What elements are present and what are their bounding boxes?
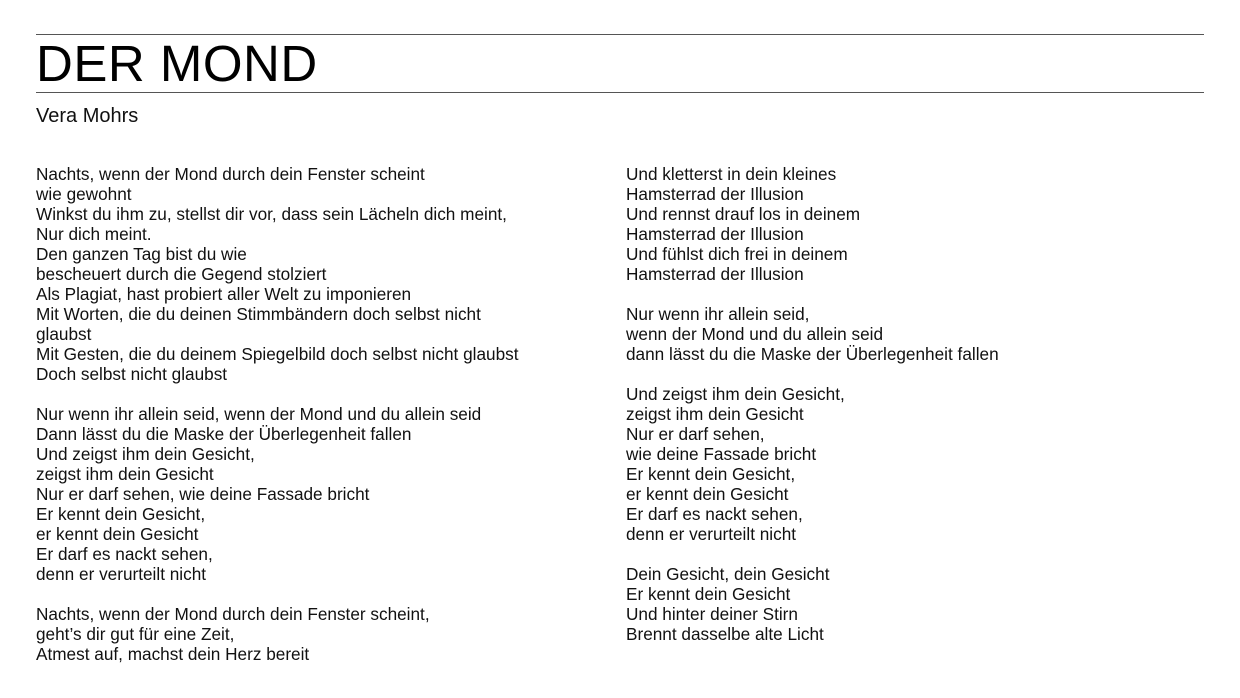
poem-line: Und zeigst ihm dein Gesicht, — [626, 384, 845, 404]
stanza — [626, 384, 1206, 544]
poem-line: Brennt dasselbe alte Licht — [626, 624, 824, 644]
poem-line: Hamsterrad der Illusion — [626, 184, 804, 204]
poem-line: er kennt dein Gesicht — [36, 524, 199, 544]
poem-line: Er kennt dein Gesicht, — [36, 504, 206, 524]
poem-line: Winkst du ihm zu, stellst dir vor, dass sein Lächeln dich meint, — [36, 204, 507, 224]
poem-line: dann lässt du die Maske der Überlegenheit fallen — [626, 344, 999, 364]
poem-line: Er kennt dein Gesicht, — [626, 464, 796, 484]
poem-line: Und zeigst ihm dein Gesicht, — [36, 444, 255, 464]
stanza — [36, 404, 621, 584]
stanza — [626, 304, 1206, 364]
poem-line: Den ganzen Tag bist du wie — [36, 244, 247, 264]
poem-line: Und rennst drauf los in deinem — [626, 204, 861, 224]
poem-line: wie deine Fassade bricht — [626, 444, 817, 464]
poem-line: Er kennt dein Gesicht — [626, 584, 791, 604]
poem-line: Hamsterrad der Illusion — [626, 224, 804, 244]
poem-line: Als Plagiat, hast probiert aller Welt zu imponieren — [36, 284, 412, 304]
poem-line: Und fühlst dich frei in deinem — [626, 244, 848, 264]
poem-line: Doch selbst nicht glaubst — [36, 364, 228, 384]
poem-line: Dein Gesicht, dein Gesicht — [626, 564, 830, 584]
poem-line: Er darf es nackt sehen, — [36, 544, 213, 564]
stanza — [36, 164, 621, 384]
poem-line: Nur wenn ihr allein seid, — [626, 304, 810, 324]
poem-line: Dann lässt du die Maske der Überlegenheit fallen — [36, 424, 412, 444]
poem-line: Mit Gesten, die du deinem Spiegelbild doch selbst nicht glaubst — [36, 344, 519, 364]
poem-line: Nur er darf sehen, wie deine Fassade bricht — [36, 484, 370, 504]
poem-line: zeigst ihm dein Gesicht — [36, 464, 214, 484]
poem-line: geht’s dir gut für eine Zeit, — [36, 624, 235, 644]
poem-column-right — [626, 164, 1206, 664]
poem-line: er kennt dein Gesicht — [626, 484, 789, 504]
poem-column-left — [36, 164, 621, 684]
poem-line: Er darf es nackt sehen, — [626, 504, 803, 524]
poem-line: Nur er darf sehen, — [626, 424, 765, 444]
poem-title: DER MOND — [36, 35, 318, 92]
poem-line: Nachts, wenn der Mond durch dein Fenster scheint, — [36, 604, 430, 624]
poem-line: denn er verurteilt nicht — [626, 524, 797, 544]
poem-line: glaubst — [36, 324, 92, 344]
stanza — [626, 164, 1206, 284]
poem-line: Nur wenn ihr allein seid, wenn der Mond und du allein seid — [36, 404, 482, 424]
title-divider — [36, 92, 1204, 93]
poem-line: Hamsterrad der Illusion — [626, 264, 804, 284]
poem-line: Nachts, wenn der Mond durch dein Fenster scheint — [36, 164, 425, 184]
poem-line: wie gewohnt — [36, 184, 132, 204]
poem-line: bescheuert durch die Gegend stolziert — [36, 264, 327, 284]
stanza — [626, 564, 1206, 644]
poem-line: Und kletterst in dein kleines — [626, 164, 837, 184]
poem-line: Atmest auf, machst dein Herz bereit — [36, 644, 310, 664]
poem-line: Nur dich meint. — [36, 224, 152, 244]
poem-line: wenn der Mond und du allein seid — [626, 324, 884, 344]
poem-line: denn er verurteilt nicht — [36, 564, 207, 584]
author-name: Vera Mohrs — [36, 105, 139, 127]
poem-line: Mit Worten, die du deinen Stimmbändern doch selbst nicht — [36, 304, 481, 324]
stanza — [36, 604, 621, 664]
poem-line: Und hinter deiner Stirn — [626, 604, 798, 624]
poem-line: zeigst ihm dein Gesicht — [626, 404, 804, 424]
